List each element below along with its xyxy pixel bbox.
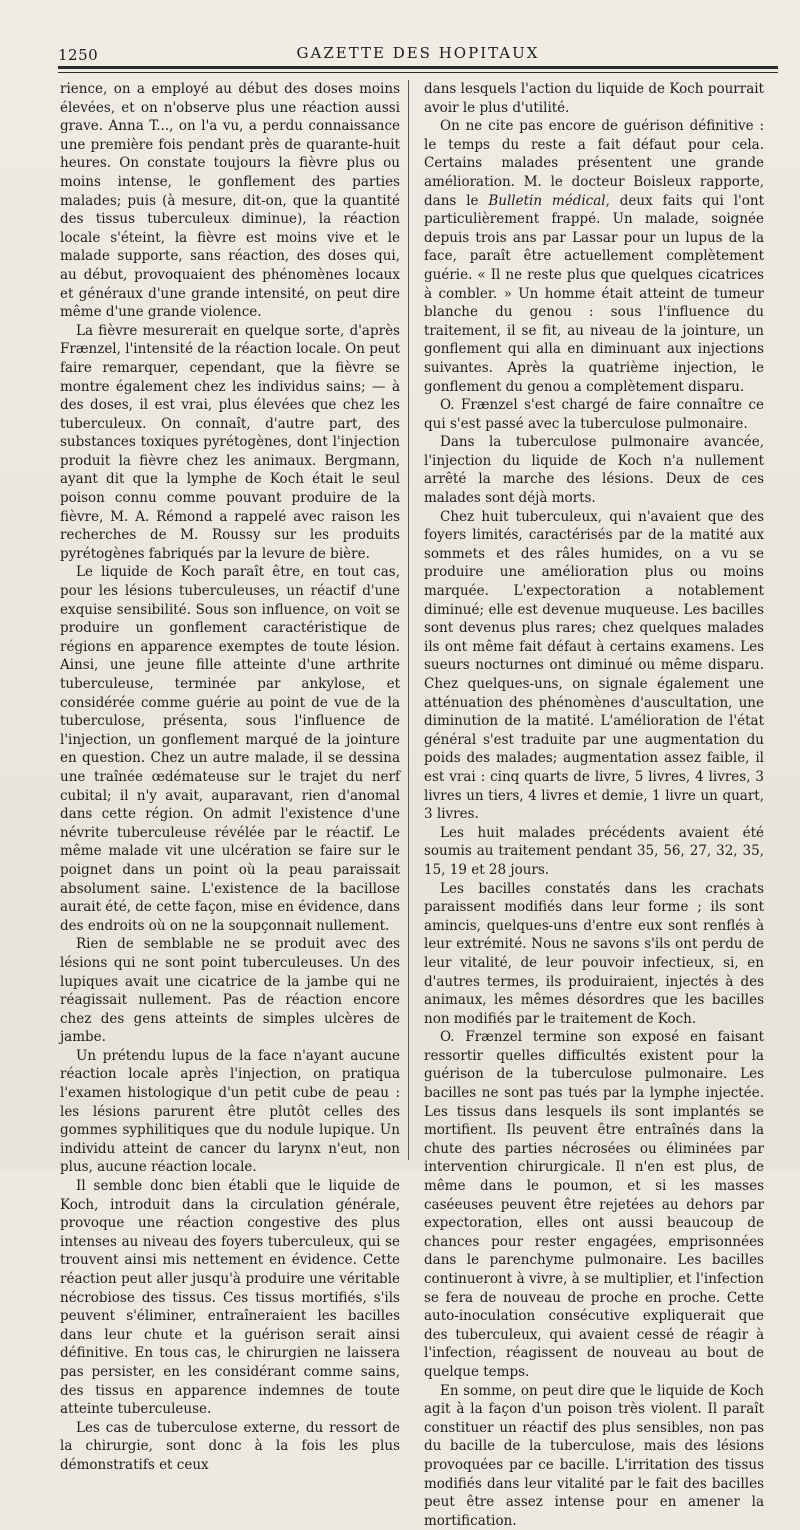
paragraph: Il semble donc bien établi que le liquide de Koch, introduit dans la circulation générale, provoque une réaction congestive des plus intenses au niveau des foyers tuberculeux, qui se trouvent ainsi mis nettement en évidence. Cette réaction peut aller jusqu'à produire une véritable nécrobiose des tissus. Ces tissus mortifiés, s'ils peuvent s'éliminer, entraîneraient les bacilles dans leur chute et la guérison serait ainsi définitive. En tous cas, le chirurgien ne laissera pas persister, en les considérant comme sains, des tissus en apparence indemnes de toute atteinte tuberculeuse.	[60, 1178, 400, 1418]
left-column	[60, 80, 400, 1475]
paragraph-text: , deux faits qui l'ont particulièrement frappé.	[424, 192, 764, 228]
paragraph: Un prétendu lupus de la face n'ayant aucune réaction locale après l'injection, on pratiqua l'examen histologique d'un petit cube de peau : les lésions parurent être plutôt celles des gommes syphilitiques que du nodule lupique. Un individu atteint de cancer du larynx n'eut, non plus, aucune réaction locale.	[60, 1047, 400, 1176]
paragraph: En somme, on peut dire que le liquide de Koch agit à la façon d'un poison très violent. Il paraît constituer un réactif des plus sensibles, non pas du bacille de la tuberculose, mais des lésions provoquées par ce bacille. L'irritation des tissus modifiés dans leur vitalité par le fait des bacilles peut être assez intense pour en amener la mortification.	[424, 1382, 764, 1529]
right-column	[424, 80, 764, 1530]
column-divider	[408, 80, 409, 1160]
paragraph-text: On ne cite pas encore de guérison définitive : le temps du reste a fait défaut pour cela. Certains malades présentent une grande amélioration. M. le docteur Boisleux rapporte, dans le	[424, 118, 764, 209]
paragraph: dans lesquels l'action du liquide de Koch pourrait avoir le plus d'utilité.	[424, 81, 764, 116]
paragraph: rience, on a employé au début des doses moins élevées, et on n'observe plus une réaction aussi grave. Anna T..., on l'a vu, a perdu connaissance une première fois pendant près de quarante-huit heures. On constate toujours la fièvre plus ou moins intense, le gonflement des parties malades; puis (à mesure, dit-on, que la quantité des tissus tuberculeux diminue), la réaction locale s'éteint, la fièvre est moins vive et le malade supporte, sans réaction, des doses qui, au début, provoquaient des phénomènes locaux et généraux d'une grande intensité, on peut dire même d'une grande violence.	[60, 81, 400, 321]
journal-citation: Bulletin médical	[488, 192, 606, 209]
paragraph: O. Frænzel s'est chargé de faire connaître ce qui s'est passé avec la tuberculose pulmonaire.	[424, 397, 764, 432]
paragraph: Le liquide de Koch paraît être, en tout cas, pour les lésions tuberculeuses, un réactif d'une exquise sensibilité. Sous son influence, on voit se produire un gonflement caractéristique de régions en apparence exemptes de toute lésion. Ainsi, une jeune fille atteinte d'une arthrite tuberculeuse, terminée par ankylose, et considérée comme guérie au point de vue de la tuberculose, présenta, sous l'influence de l'injection, un gonflement marqué de la jointure en question. Chez un autre malade, il se dessina une traînée œdémateuse sur le trajet du nerf cubital; il n'y avait, auparavant, rien d'anomal dans cette région. On admit l'existence d'une névrite tuberculeuse révélée par le réactif. Le même malade vit une ulcération se faire sur le poignet dans un point où la peau paraissait absolument saine. L'existence de la bacillose aurait été, de cette façon, mise en évidence, dans des endroits où on ne la soupçonnait nullement.	[60, 564, 400, 934]
paragraph-with-citation	[424, 117, 764, 396]
page-number: 1250	[58, 46, 99, 64]
header-rule-thin	[58, 72, 778, 73]
paragraph: Les cas de tuberculose externe, du ressort de la chirurgie, sont donc à la fois les plus démonstratifs et ceux	[60, 1419, 400, 1473]
paragraph: Les bacilles constatés dans les crachats paraissent modifiés dans leur forme ; ils sont amincis, quelques-uns d'entre eux sont renflés à leur extrémité. Nous ne savons s'ils ont perdu de leur vitalité, de leur pouvoir infectieux, si, en d'autres termes, ils produiraient, injectés à des animaux, les mêmes désordres que les bacilles non modifiés par le traitement de Koch.	[424, 880, 764, 1027]
paragraph: Chez huit tuberculeux, qui n'avaient que des foyers limités, caractérisés par de la matité aux sommets et des râles humides, on a vu se produire une amélioration plus ou moins marquée. L'expectoration a notablement diminué; elle est devenue muqueuse. Les bacilles sont devenus plus rares; chez quelques malades ils ont même fait défaut à certains examens. Les sueurs nocturnes ont diminué ou même disparu. Chez quelques-uns, on signale également une atténuation des phénomènes d'auscultation, une diminution de la matité. L'amélioration de l'état général s'est traduite par une augmentation du poids des malades; augmentation assez faible, il est vrai : cinq quarts de livre, 5 livres, 4 livres, 3 livres un tiers, 4 livres et demie, 1 livre un quart, 3 livres.	[424, 508, 764, 823]
paragraph-text: Un malade, soignée depuis trois ans par Lassar pour un lupus de la face, paraît être actuellement complètement guérie. « Il ne reste plus que quelques cicatrices à combler. » Un homme était atteint de tumeur blanche du genou : sous l'influence du traitement, il se fit, au niveau de la jointure, un gonflement qui alla en diminuant aux injections suivantes. Après la quatrième injection, le gonflement du genou a complètement disparu.	[424, 211, 764, 395]
paragraph: Dans la tuberculose pulmonaire avancée, l'injection du liquide de Koch n'a nullement arrêté la marche des lésions. Deux de ces malades sont déjà morts.	[424, 434, 764, 507]
header-rule-thick	[58, 66, 778, 69]
journal-title: GAZETTE DES HOPITAUX	[296, 44, 540, 62]
running-head	[58, 38, 778, 64]
paragraph: Les huit malades précédents avaient été soumis au traitement pendant 35, 56, 27, 32, 35, 15, 19 et 28 jours.	[424, 824, 764, 878]
paragraph: Rien de semblable ne se produit avec des lésions qui ne sont point tuberculeuses. Un des lupiques avait une cicatrice de la jambe qui ne réagissait nullement. Pas de réaction encore chez des gens atteints de simples ulcères de jambe.	[60, 936, 400, 1046]
paragraph: O. Frænzel termine son exposé en faisant ressortir quelles difficultés existent pour la guérison de la tuberculose pulmonaire. Les bacilles ne sont pas tués par la lymphe injectée. Les tissus dans lesquels ils sont implantés se mortifient. Ils peuvent être entraînés dans la chute des parties nécrosées ou éliminées par intervention chirurgicale. Il n'en est plus, de même dans le poumon, et si les masses caséeuses peuvent être rejetées au dehors par expectoration, elles ont aussi beaucoup de chances pour rester engagées, emprisonnées dans le parenchyme pulmonaire. Les bacilles continueront à vivre, à se multiplier, et l'infection se fera de nouveau de proche en proche. Cette auto-inoculation consécutive expliquerait que des tuberculeux, qui avaient cessé de réagir à l'infection, réagissent de nouveau au bout de quelque temps.	[424, 1029, 764, 1380]
paragraph: La fièvre mesurerait en quelque sorte, d'après Frænzel, l'intensité de la réaction locale. On peut faire remarquer, cependant, que la fièvre se montre également chez les individus sains; — à des doses, il est vrai, plus élevées que chez les tuberculeux. On connaît, d'autre part, des substances toxiques pyrétogènes, dont l'injection produit la fièvre chez les animaux. Bergmann, ayant dit que la lymphe de Koch était le seul poison connu comme pouvant produire de la fièvre, M. A. Rémond a rappelé avec raison les recherches de M. Roussy sur les produits pyrétogènes fabriqués par la levure de bière.	[60, 322, 400, 562]
